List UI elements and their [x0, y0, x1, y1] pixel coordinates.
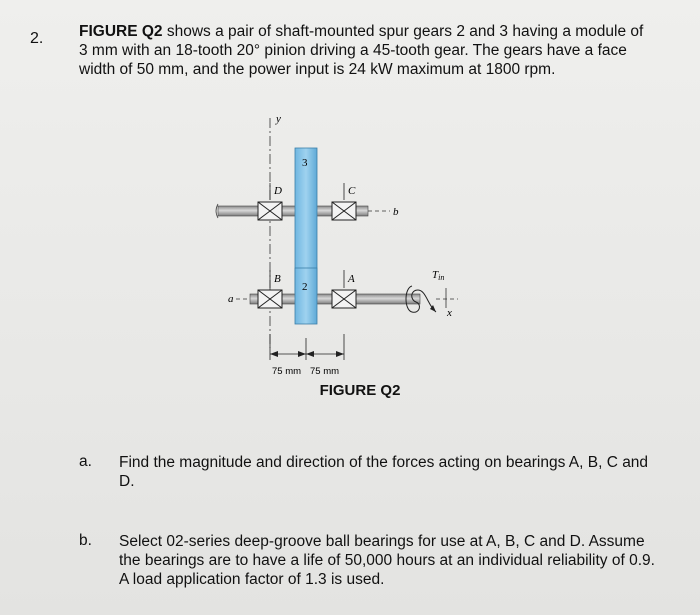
- bearing-c-label: C: [348, 185, 356, 197]
- gear-2-label: 2: [302, 281, 308, 293]
- torque-symbol: T: [432, 269, 439, 281]
- torque-subscript: in: [438, 273, 445, 282]
- part-b-letter: b.: [79, 532, 92, 549]
- bearing-b-label: B: [274, 273, 281, 285]
- question-number: 2.: [30, 30, 44, 47]
- bearing-c: [332, 202, 356, 220]
- gear-shaft-figure: [200, 108, 500, 378]
- figure-caption: FIGURE Q2: [319, 382, 401, 399]
- upper-shaft-break: [216, 204, 218, 218]
- dim-label-1: 75 mm: [272, 366, 302, 377]
- y-axis-label: y: [276, 113, 281, 125]
- dim-arrow-3: [336, 351, 344, 357]
- part-a-text: Find the magnitude and direction of the forces acting on bearings A, B, C and D.: [119, 454, 649, 490]
- dim-arrow-2: [306, 351, 314, 357]
- x-axis-label: x: [447, 307, 452, 319]
- dim-arrow-1: [298, 351, 306, 357]
- statement-text: shows a pair of shaft-mounted spur gears 2 and 3 having a module of 3 mm with an 18-tooth 20° pinion driving a 45-tooth gear. The gears have a face width of 50 mm, and the power input is 24 kW maximum at 1800 rpm.: [79, 23, 644, 78]
- shaft-a-label: a: [228, 293, 234, 305]
- bearing-d: [258, 202, 282, 220]
- torque-label: [432, 269, 444, 282]
- part-b-text: Select 02-series deep-groove ball bearings for use at A, B, C and D. Assume the bearings are to have a life of 50,000 hours at an individual reliability of 0.9. A load application factor of 1.3 is used.: [119, 533, 655, 588]
- shaft-b-label: b: [393, 206, 399, 218]
- gear-3-label: 3: [302, 157, 308, 169]
- dim-arrow-4: [270, 351, 278, 357]
- question-statement: [79, 22, 654, 79]
- figure-drawing: [200, 108, 500, 378]
- figure-reference: FIGURE Q2: [79, 23, 163, 40]
- gear-2: [295, 268, 317, 324]
- bearing-d-label: D: [274, 185, 282, 197]
- part-a-letter: a.: [79, 453, 92, 470]
- bearing-b: [258, 290, 282, 308]
- bearing-a-label: A: [348, 273, 355, 285]
- dim-label-2: 75 mm: [310, 366, 340, 377]
- bearing-a: [332, 290, 356, 308]
